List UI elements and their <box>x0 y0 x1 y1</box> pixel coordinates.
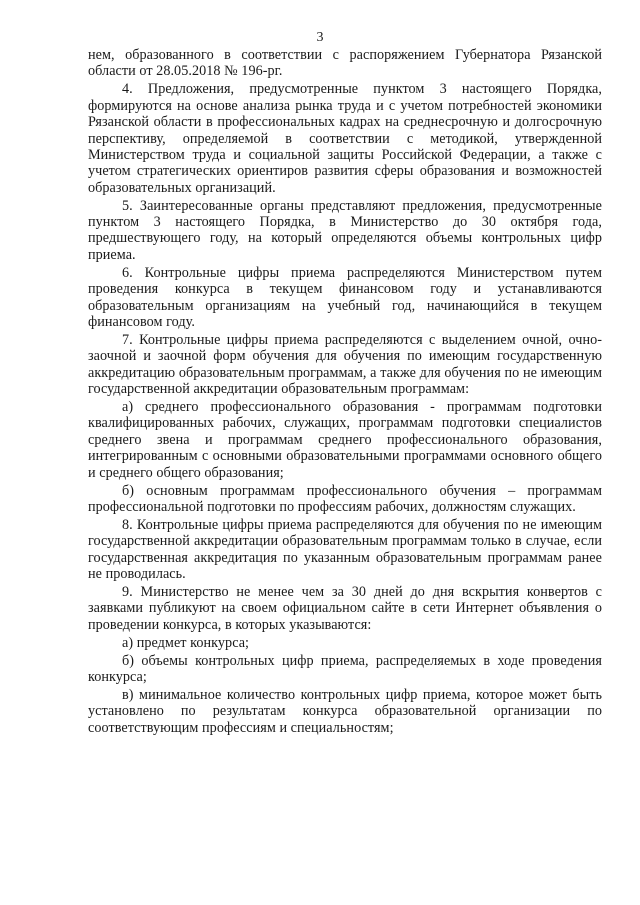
paragraph-item-9a: а) предмет конкурса; <box>122 634 250 651</box>
paragraph-item-5: 5. Заинтересованные органы представляют предложения, предусмотренные пунктом 3 настоящего Порядка, в Министерство до 30 октября года, предшествующего году, на который определяются объемы контрольных цифр приема. <box>88 197 602 263</box>
paragraph-item-6: 6. Контрольные цифры приема распределяются Министерством путем проведения конкурса в текущем финансовом году и устанавливаются образовательным организациям на учебный год, начинающийся в текущем финансовом году. <box>88 264 602 330</box>
paragraph-continuation: нем, образованного в соответствии с распоряжением Губернатора Рязанской области от 28.05.2018 № 196-рг. <box>88 47 602 80</box>
paragraph-item-9c: в) минимальное количество контрольных цифр приема, которое может быть установлено по результатам конкурса образовательной организации по соответствующим профессиям и специальностям; <box>88 686 602 736</box>
document-body <box>88 47 602 738</box>
paragraph-item-4: 4. Предложения, предусмотренные пунктом 3 настоящего Порядка, формируются на основе анализа рынка труда и с учетом потребностей экономики Рязанской области в профессиональных кадрах на среднесрочную и долгосрочную перспективу, определяемой в соответствии с методикой, утвержденной Министерством труда и социальной защиты Российской Федерации, а также с учетом стратегических ориентиров развития сферы образования и возможностей образовательных организаций. <box>88 81 602 196</box>
page-number: 3 <box>316 30 324 45</box>
paragraph-item-7a: а) среднего профессионального образования - программам подготовки квалифицированных рабочих, служащих, программам подготовки специалистов среднего звена и программам среднего профессионального образования, интегрированным с основными образовательными программами основного общего и среднего общего образования; <box>88 399 602 481</box>
paragraph-item-9: 9. Министерство не менее чем за 30 дней до дня вскрытия конвертов с заявками публикуют на своем официальном сайте в сети Интернет объявления о проведении конкурса, в которых указываются: <box>88 584 602 633</box>
paragraph-item-7: 7. Контрольные цифры приема распределяются с выделением очной, очно-заочной и заочной форм обучения для обучения по имеющим государственную аккредитацию образовательным программам, а также для обучения по не имеющим государственной аккредитации образовательным программам: <box>88 331 602 398</box>
paragraph-item-8: 8. Контрольные цифры приема распределяются для обучения по не имеющим государственной аккредитации образовательным программам только в случае, если государственная аккредитация по указанным образовательным программам ранее не проводилась. <box>88 516 602 583</box>
paragraph-item-7b: б) основным программам профессионального обучения – программам профессиональной подготовки по профессиям рабочих, должностям служащих. <box>88 482 602 515</box>
paragraph-item-9b: б) объемы контрольных цифр приема, распределяемых в ходе проведения конкурса; <box>88 652 602 686</box>
